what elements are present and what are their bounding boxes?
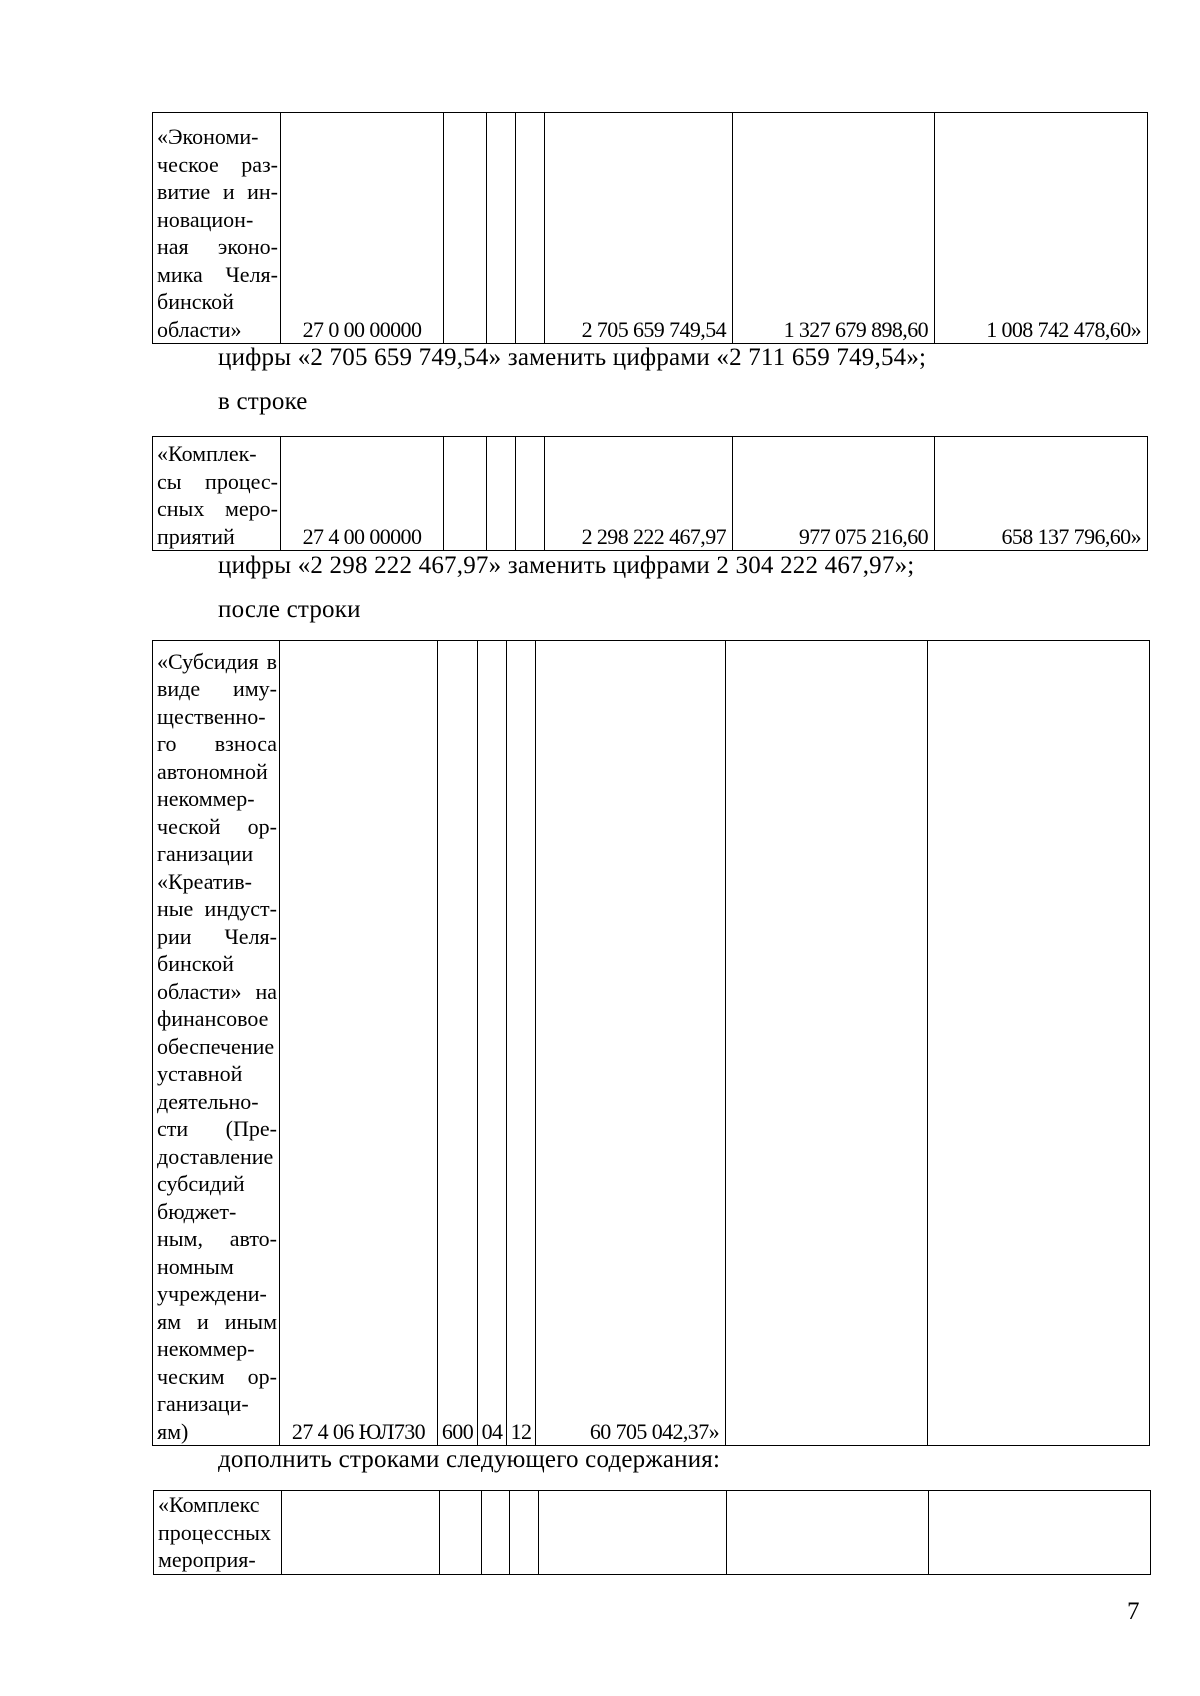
name-line: «Субсидия в: [157, 648, 277, 674]
subsection-cell: [516, 437, 545, 551]
target-article-code-cell: 27 4 00 00000: [281, 437, 444, 551]
expense-type-cell: [444, 437, 487, 551]
name-line: «Креатив-: [157, 868, 253, 894]
name-line: субсидий: [157, 1171, 245, 1196]
expense-type-cell: [444, 113, 487, 344]
sum-year3-cell: [929, 1491, 1151, 1575]
name-line: номным: [157, 1253, 234, 1279]
name-line: доставление: [157, 1143, 274, 1169]
sum-year2-cell: [726, 641, 928, 1446]
name-line: бинской: [157, 951, 234, 976]
name-line: бинской: [157, 289, 234, 314]
name-line: ческим ор-: [157, 1363, 277, 1389]
instruction-paragraph-2: в строке: [218, 388, 308, 415]
sum-year3-cell: 1 008 742 478,60»: [935, 113, 1148, 344]
sum-year2-cell: 977 075 216,60: [733, 437, 935, 551]
expense-type-cell: 600: [438, 641, 478, 1446]
page-number: 7: [1127, 1598, 1140, 1625]
sum-year3-cell: 658 137 796,60»: [935, 437, 1148, 551]
name-line: ганизации: [157, 841, 254, 866]
name-line: ям и иным: [157, 1308, 277, 1334]
name-line: витие и ин-: [157, 179, 278, 204]
name-line: ганизаци-: [157, 1391, 249, 1416]
row-name-cell: [153, 113, 281, 344]
name-line: обеспечение: [157, 1033, 275, 1059]
name-line: некоммер-: [157, 786, 255, 811]
budget-table-row-economic-development: [152, 112, 1148, 344]
budget-table-row-process-complexes: [152, 436, 1148, 551]
subsection-cell: 12: [507, 641, 536, 1446]
instruction-paragraph-1: цифры «2 705 659 749,54» заменить цифрами «2 711 659 749,54»;: [218, 344, 927, 371]
section-cell: 04: [478, 641, 507, 1446]
expense-type-cell: [440, 1491, 482, 1575]
row-name-cell: [153, 641, 280, 1446]
sum-year2-cell: [727, 1491, 929, 1575]
sum-year3-cell: [928, 641, 1150, 1446]
subsection-cell: [510, 1491, 539, 1575]
instruction-paragraph-4: после строки: [218, 596, 361, 623]
name-line: щественно-: [157, 703, 266, 729]
name-line: новацион-: [157, 206, 254, 232]
subsection-cell: [516, 113, 545, 344]
name-line: «Экономи-: [157, 124, 259, 149]
budget-table-row-new-complex: [153, 1490, 1151, 1575]
target-article-code-cell: [282, 1491, 440, 1575]
name-line: го взноса: [157, 731, 277, 756]
instruction-paragraph-3: цифры «2 298 222 467,97» заменить цифрами 2 304 222 467,97»;: [218, 552, 915, 579]
section-cell: [487, 437, 516, 551]
sum-year1-cell: 2 705 659 749,54: [545, 113, 733, 344]
name-line: рии Челя-: [157, 923, 277, 949]
sum-year1-cell: 2 298 222 467,97: [545, 437, 733, 551]
name-line: финансовое: [157, 1006, 269, 1031]
name-line: мероприя-: [158, 1547, 256, 1572]
row-name-cell: [154, 1491, 282, 1575]
name-line: «Комплек-: [157, 441, 257, 466]
name-line: ческой ор-: [157, 813, 277, 839]
row-name-cell: [153, 437, 281, 551]
section-cell: [487, 113, 516, 344]
name-line: ные индуст-: [157, 896, 277, 921]
section-cell: [482, 1491, 510, 1575]
target-article-code-cell: 27 4 06 ЮЛ730: [280, 641, 438, 1446]
name-line: мика Челя-: [157, 261, 278, 287]
name-line: области» на: [157, 978, 277, 1004]
name-line: ная эконо-: [157, 234, 278, 259]
name-line: ческое раз-: [157, 151, 278, 177]
name-line: области»: [157, 316, 242, 342]
name-line: бюджет-: [157, 1198, 237, 1224]
name-line: уставной: [157, 1061, 243, 1086]
name-line: виде иму-: [157, 676, 277, 701]
name-line: учреждени-: [157, 1281, 267, 1306]
instruction-paragraph-5: дополнить строками следующего содержания:: [218, 1446, 721, 1473]
sum-year1-cell: [539, 1491, 727, 1575]
name-line: деятельно-: [157, 1088, 259, 1114]
name-line: сти (Пре-: [157, 1116, 277, 1141]
name-line: приятий: [157, 523, 235, 549]
name-line: ям): [157, 1418, 189, 1444]
sum-year2-cell: 1 327 679 898,60: [733, 113, 935, 344]
name-line: процессных: [158, 1519, 271, 1545]
name-line: «Комплекс: [158, 1492, 260, 1517]
name-line: некоммер-: [157, 1336, 255, 1361]
budget-table-row-subsidy: [152, 640, 1150, 1446]
name-line: сы процес-: [157, 468, 278, 494]
sum-year1-cell: 60 705 042,37»: [536, 641, 726, 1446]
name-line: автономной: [157, 758, 268, 784]
name-line: сных меро-: [157, 496, 278, 521]
target-article-code-cell: 27 0 00 00000: [281, 113, 444, 344]
name-line: ным, авто-: [157, 1226, 277, 1251]
